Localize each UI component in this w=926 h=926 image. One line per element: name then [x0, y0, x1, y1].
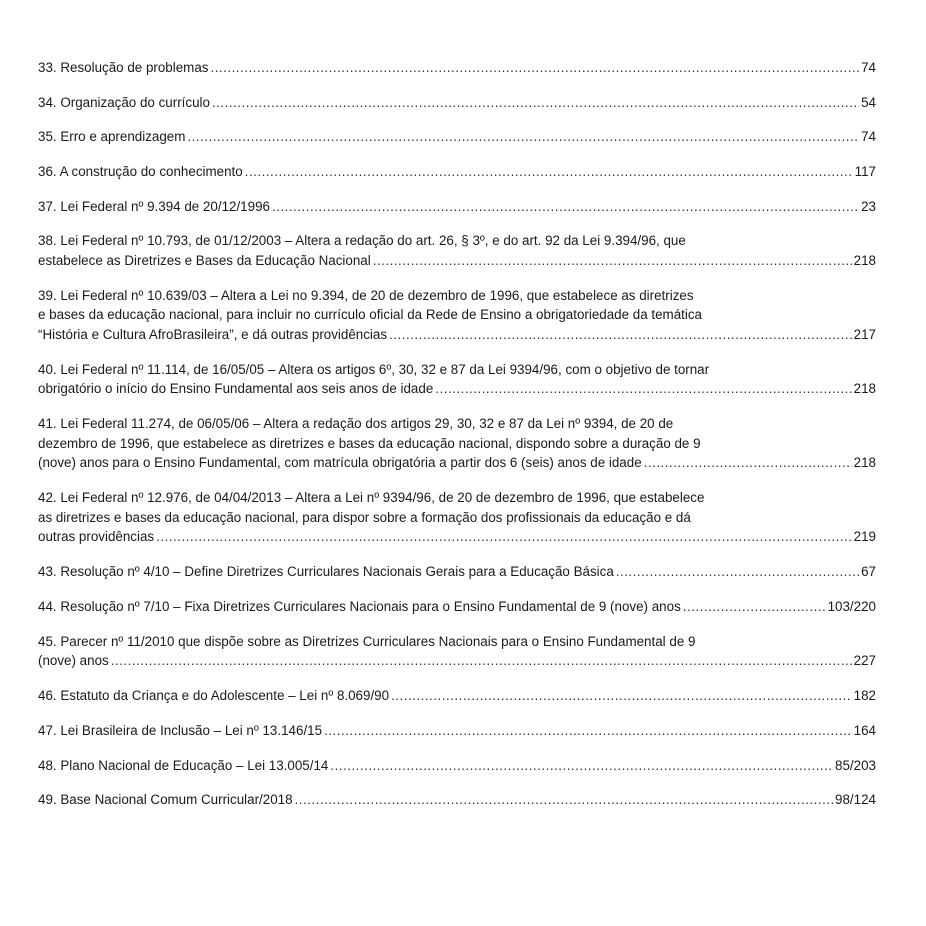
toc-entry	[38, 756, 876, 776]
dot-leader	[683, 597, 826, 617]
toc-entry-line: 45. Parecer nº 11/2010 que dispõe sobre as Diretrizes Curriculares Nacionais para o Ensino Fundamental de 9	[38, 633, 696, 649]
toc-entry-line	[38, 721, 876, 741]
toc-page-number: 164	[853, 723, 876, 738]
toc-page-number: 103/220	[827, 599, 876, 615]
toc-entry-line	[38, 527, 876, 547]
dot-leader	[272, 197, 859, 217]
toc-entry	[38, 686, 876, 706]
toc-entry-line: 41. Lei Federal 11.274, de 06/05/06 – Altera a redação dos artigos 29, 30, 32 e 87 da Lei nº 9394, de 20 de	[38, 416, 674, 432]
toc-entry-line: 40. Lei Federal nº 11.114, de 16/05/05 – Altera os artigos 6º, 30, 32 e 87 da Lei 9394/96, com o objetivo de tornar	[38, 361, 710, 377]
toc-entry-text: 35. Erro e aprendizagem	[38, 129, 186, 145]
toc-page-number: 182	[853, 688, 876, 704]
dot-leader	[324, 721, 852, 741]
dot-leader	[330, 756, 833, 776]
toc-entry-line	[38, 379, 876, 399]
toc-entry-text: 34. Organização do currículo	[38, 94, 210, 110]
dot-leader	[295, 790, 833, 810]
toc-entry-text: 46. Estatuto da Criança e do Adolescente – Lei nº 8.069/90	[38, 688, 390, 704]
toc-entry-text: (nove) anos	[38, 653, 109, 669]
toc-entry-line	[38, 651, 876, 671]
toc-entry	[38, 93, 876, 113]
toc-entry-text: 48. Plano Nacional de Educação – Lei 13.005/14	[38, 757, 329, 773]
toc-entry-text: 33. Resolução de problemas	[38, 60, 209, 75]
toc-entry	[38, 562, 876, 582]
toc-entry-text: 43. Resolução nº 4/10 – Define Diretrizes Curriculares Nacionais Gerais para a Educação Básica	[38, 564, 614, 580]
toc-entry	[38, 414, 876, 473]
toc-entry-line	[38, 93, 876, 113]
toc-entry-line	[38, 58, 876, 78]
toc-entry-line	[38, 197, 876, 217]
toc-entry	[38, 286, 876, 345]
toc-entry-text: 44. Resolução nº 7/10 – Fixa Diretrizes Curriculares Nacionais para o Ensino Fundamental de 9 (nove) anos	[38, 599, 681, 615]
toc-entry-line: dezembro de 1996, que estabelece as diretrizes e bases da educação nacional, dispondo sobre a duração de 9	[38, 435, 701, 451]
toc-entry-line: 38. Lei Federal nº 10.793, de 01/12/2003 – Altera a redação do art. 26, § 3º, e do art. 92 da Lei 9.394/96, que	[38, 233, 686, 249]
dot-leader	[435, 379, 851, 399]
dot-leader	[389, 325, 852, 345]
toc-page-number: 98/124	[835, 792, 876, 808]
toc-page-number: 217	[853, 326, 876, 342]
toc-entry-line	[38, 453, 876, 473]
toc-entry	[38, 488, 876, 547]
toc-page-number: 218	[853, 455, 876, 471]
toc-entry-line: as diretrizes e bases da educação nacional, para dispor sobre a formação dos profissionais da educação e dá	[38, 509, 691, 525]
toc-entry-line: 42. Lei Federal nº 12.976, de 04/04/2013 – Altera a Lei nº 9394/96, de 20 de dezembro de 1996, que estabelece	[38, 490, 705, 506]
toc-page-number: 67	[861, 564, 876, 580]
toc-entry-text: (nove) anos para o Ensino Fundamental, com matrícula obrigatória a partir dos 6 (seis) anos de idade	[38, 455, 642, 471]
table-of-contents	[38, 58, 876, 825]
toc-page-number: 219	[853, 529, 876, 545]
dot-leader	[245, 162, 853, 182]
dot-leader	[212, 93, 859, 113]
toc-page-number: 218	[853, 252, 876, 268]
toc-entry-line: e bases da educação nacional, para incluir no currículo oficial da Rede de Ensino a obrigatoriedade da temática	[38, 307, 703, 323]
toc-page-number: 74	[861, 129, 876, 145]
toc-page-number: 74	[861, 60, 876, 75]
toc-entry-text: estabelece as Diretrizes e Bases da Educação Nacional	[38, 252, 371, 268]
dot-leader	[156, 527, 852, 547]
toc-entry	[38, 632, 876, 671]
dot-leader	[111, 651, 852, 671]
toc-page-number: 85/203	[835, 757, 876, 773]
toc-page-number: 227	[853, 653, 876, 669]
toc-entry	[38, 197, 876, 217]
toc-entry-line	[38, 251, 876, 271]
toc-page-number: 117	[854, 164, 876, 180]
toc-page-number: 23	[861, 198, 876, 214]
toc-entry-text: 49. Base Nacional Comum Curricular/2018	[38, 792, 293, 808]
toc-entry-line	[38, 325, 876, 345]
toc-entry-line	[38, 790, 876, 810]
toc-entry	[38, 360, 876, 399]
toc-entry-line	[38, 597, 876, 617]
dot-leader	[391, 686, 852, 706]
toc-entry	[38, 127, 876, 147]
toc-entry-line: 39. Lei Federal nº 10.639/03 – Altera a Lei no 9.394, de 20 de dezembro de 1996, que estabelece as diretrizes	[38, 287, 694, 303]
toc-entry	[38, 721, 876, 741]
dot-leader	[210, 58, 859, 78]
toc-entry	[38, 162, 876, 182]
toc-entry-line	[38, 562, 876, 582]
dot-leader	[616, 562, 859, 582]
toc-entry-line	[38, 127, 876, 147]
dot-leader	[373, 251, 852, 271]
toc-page-number: 54	[861, 94, 876, 110]
toc-entry-text: 37. Lei Federal nº 9.394 de 20/12/1996	[38, 198, 270, 214]
toc-entry	[38, 790, 876, 810]
toc-entry-text: “História e Cultura AfroBrasileira”, e dá outras providências	[38, 326, 388, 342]
toc-entry-line	[38, 162, 876, 182]
toc-entry	[38, 597, 876, 617]
dot-leader	[644, 453, 852, 473]
toc-entry-text: obrigatório o início do Ensino Fundamental aos seis anos de idade	[38, 381, 434, 397]
toc-entry	[38, 231, 876, 270]
toc-entry-line	[38, 756, 876, 776]
toc-entry-text: 47. Lei Brasileira de Inclusão – Lei nº 13.146/15	[38, 723, 323, 738]
toc-page-number: 218	[853, 381, 876, 397]
toc-entry-line	[38, 686, 876, 706]
toc-entry-text: 36. A construção do conhecimento	[38, 164, 243, 180]
toc-entry	[38, 58, 876, 78]
dot-leader	[187, 127, 859, 147]
toc-entry-text: outras providências	[38, 529, 155, 545]
